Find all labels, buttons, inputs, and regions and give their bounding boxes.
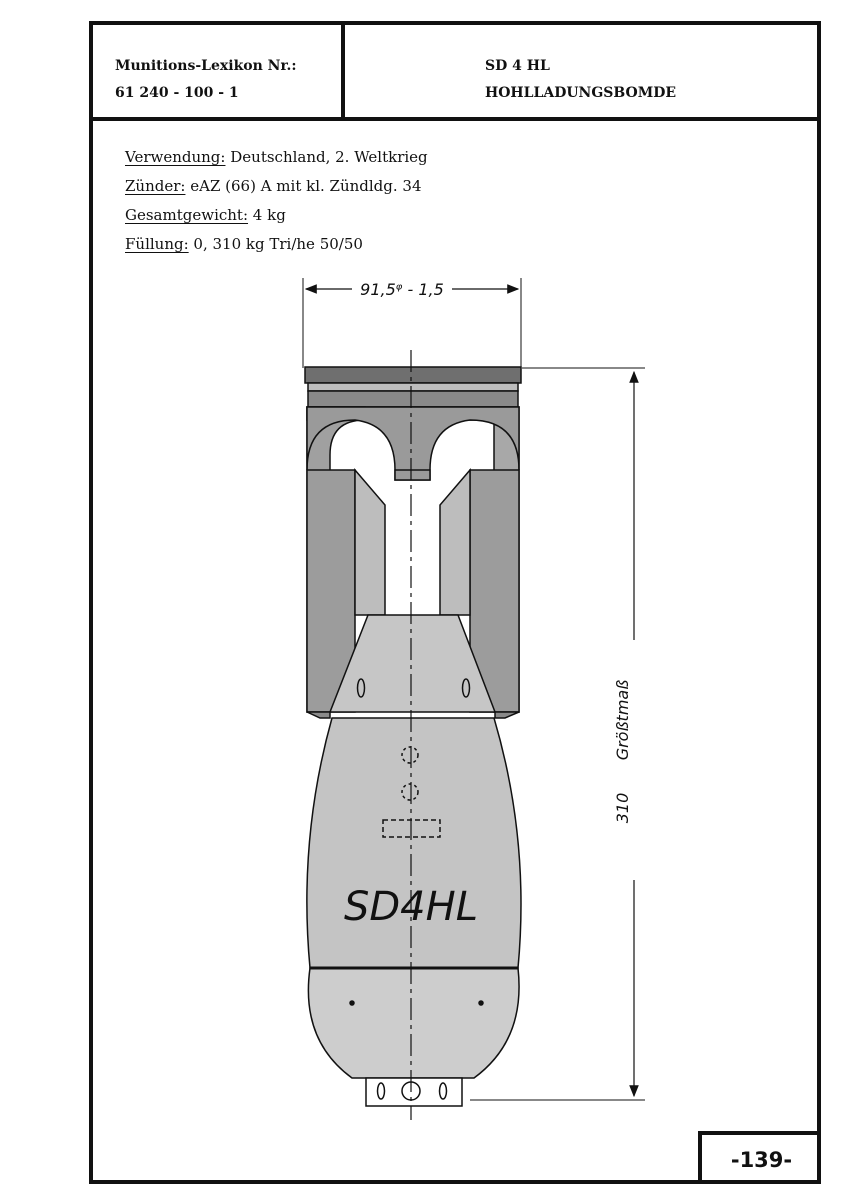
spec-label: Verwendung: — [125, 148, 226, 166]
spec-value: 0, 310 kg Tri/he 50/50 — [193, 235, 363, 253]
length-value: 310 — [613, 792, 632, 824]
lexicon-label: Munitions-Lexikon Nr.: — [115, 58, 297, 74]
body-marking: SD4HL — [343, 884, 479, 930]
lexicon-number: 61 240 - 100 - 1 — [115, 85, 239, 101]
diameter-label: 91,5ᵠ - 1,5 — [360, 280, 444, 299]
spec-value: 4 kg — [252, 206, 286, 224]
tail-ring-top — [305, 367, 521, 383]
designation: SD 4 HL — [485, 58, 550, 74]
spec-label: Füllung: — [125, 235, 189, 253]
bomb-body — [307, 718, 521, 1106]
tail-unit — [305, 367, 521, 718]
spec-label: Gesamtgewicht: — [125, 206, 249, 224]
tail-ring-band — [308, 383, 518, 391]
spec-value: eAZ (66) A mit kl. Zündldg. 34 — [190, 177, 422, 195]
diameter-dimension — [303, 278, 521, 368]
body-nose — [308, 968, 519, 1078]
tail-ring-lower — [308, 391, 518, 407]
fin-arches — [307, 407, 519, 480]
spec-label: Zünder: — [125, 177, 186, 195]
page-number: -139- — [698, 1131, 821, 1184]
body-forward — [307, 718, 521, 968]
spec-value: Deutschland, 2. Weltkrieg — [230, 148, 428, 166]
munition-type: HOHLLADUNGSBOMDE — [485, 85, 677, 101]
length-title: Größtmaß — [613, 679, 632, 761]
